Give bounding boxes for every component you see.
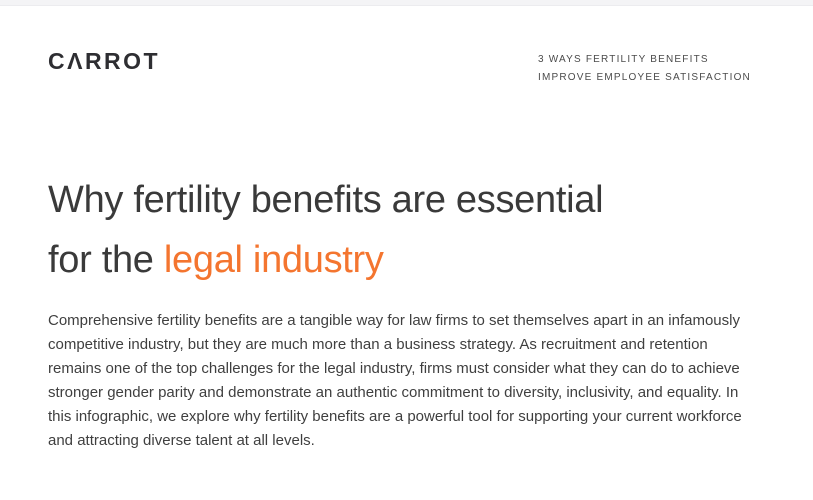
eyebrow-line-2: IMPROVE EMPLOYEE SATISFACTION [538, 72, 751, 83]
title-highlight-legal-industry: legal industry [163, 239, 384, 281]
title-line-1: Why fertility benefits are essential [48, 179, 604, 221]
page-top-edge [0, 0, 813, 6]
title-line-2-prefix: for the [48, 239, 164, 281]
intro-paragraph: Comprehensive fertility benefits are a tangible way for law firms to set themselves apart in an infamously competitive industry, but they are much more than a business strategy. As recruitment and retention remains one of the top challenges for the legal industry, firms must consider what they can do to achieve stronger gender parity and demonstrate an authentic commitment to diversity, inclusivity, and equality. In this infographic, we explore why fertility benefits are a powerful tool for supporting your current workforce and attracting diverse talent at all levels. [48, 312, 742, 449]
report-title-eyebrow [538, 51, 751, 87]
title-line-2 [48, 230, 603, 290]
eyebrow-line-1: 3 WAYS FERTILITY BENEFITS [538, 54, 709, 65]
page-title [48, 170, 603, 290]
carrot-logo: CΛRROT [48, 48, 161, 74]
